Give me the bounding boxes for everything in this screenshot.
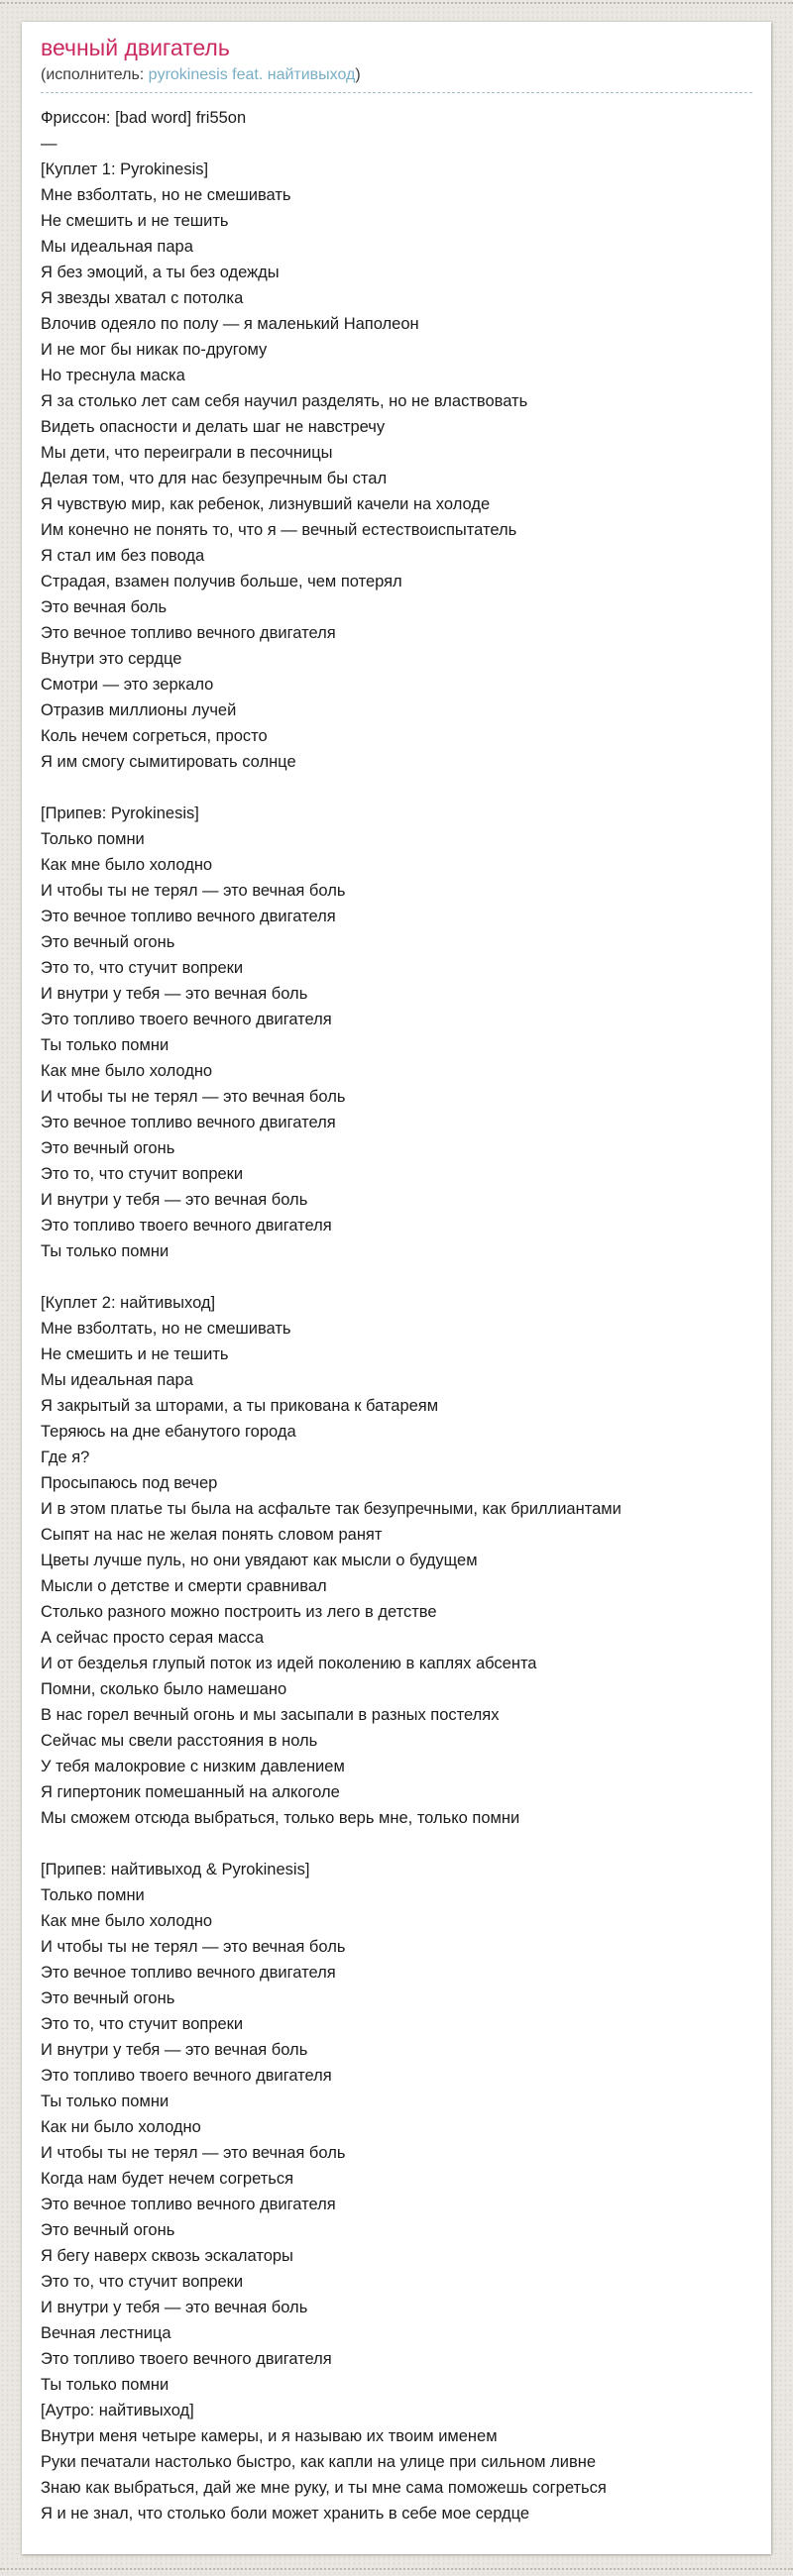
lyric-line: Это то, что стучит вопреки	[41, 2015, 244, 2033]
blank-line	[41, 1831, 752, 1857]
lyric-line: Это вечное топливо вечного двигателя	[41, 1114, 336, 1131]
lyric-line: Цветы лучше пуль, но они увядают как мысли о будущем	[41, 1552, 478, 1569]
lyric-line: И не мог бы никак по-другому	[41, 341, 268, 359]
lyric-line: Это вечный огонь	[41, 1139, 175, 1157]
lyric-line: И от безделья глупый поток из идей поколению в каплях абсента	[41, 1655, 537, 1672]
artist-label-close: )	[355, 66, 361, 83]
lyric-line: Мне взболтать, но не смешивать	[41, 1320, 291, 1338]
lyric-line: Видеть опасности и делать шаг не навстречу	[41, 418, 386, 436]
blank-line	[41, 1264, 752, 1290]
lyric-line: Я им смогу сымитировать солнце	[41, 753, 296, 771]
lyric-line: Я и не знал, что столько боли может хранить в себе мое сердце	[41, 2505, 530, 2522]
lyric-line: Это вечная боль	[41, 598, 168, 616]
lyrics-text	[41, 105, 752, 2526]
lyric-line: Как мне было холодно	[41, 856, 213, 874]
artist-line	[41, 64, 752, 85]
lyric-line: А сейчас просто серая масса	[41, 1629, 265, 1647]
lyric-line: Мы идеальная пара	[41, 1371, 193, 1389]
lyric-line: Фриссон: [bad word] fri55on	[41, 109, 247, 127]
lyric-line: Теряюсь на дне ебанутого города	[41, 1423, 296, 1441]
lyric-line: Им конечно не понять то, что я — вечный естествоиспытатель	[41, 521, 517, 539]
lyric-line: Это вечный огонь	[41, 2221, 175, 2239]
artist-link[interactable]: pyrokinesis feat. найтивыход	[148, 66, 356, 83]
lyric-line: И внутри у тебя — это вечная боль	[41, 985, 308, 1003]
lyric-line: У тебя малокровие с низким давлением	[41, 1758, 345, 1775]
lyric-line: Где я?	[41, 1449, 90, 1466]
lyric-line: И внутри у тебя — это вечная боль	[41, 2041, 308, 2059]
lyric-line: Помни, сколько было намешано	[41, 1680, 287, 1698]
lyric-line: Я стал им без повода	[41, 547, 205, 565]
lyric-line: И чтобы ты не терял — это вечная боль	[41, 882, 346, 900]
lyric-line: И внутри у тебя — это вечная боль	[41, 2299, 308, 2316]
lyric-line: Это вечное топливо вечного двигателя	[41, 1964, 336, 1982]
lyric-line: Влочив одеяло по полу — я маленький Наполеон	[41, 315, 419, 333]
lyric-line: Коль нечем согреться, просто	[41, 727, 268, 745]
lyric-line: Страдая, взамен получив больше, чем потерял	[41, 573, 402, 590]
lyric-line: Когда нам будет нечем согреться	[41, 2170, 294, 2188]
lyric-line: Не смешить и не тешить	[41, 212, 229, 230]
song-title: вечный двигатель	[41, 35, 230, 60]
section-label: [Куплет 1: Pyrokinesis]	[41, 161, 209, 178]
lyric-line: Сыпят на нас не желая понять словом ранят	[41, 1526, 383, 1544]
lyric-line: Я за столько лет сам себя научил разделять, но не властвовать	[41, 392, 528, 410]
lyric-line: Это вечный огонь	[41, 1989, 175, 2007]
lyric-line: В нас горел вечный огонь и мы засыпали в разных постелях	[41, 1706, 500, 1724]
lyric-line: Мне взболтать, но не смешивать	[41, 186, 291, 204]
lyric-line: И чтобы ты не терял — это вечная боль	[41, 2144, 346, 2162]
lyric-line: Как ни было холодно	[41, 2118, 201, 2136]
lyric-line: Это вечный огонь	[41, 933, 175, 951]
lyric-line: Не смешить и не тешить	[41, 1345, 229, 1363]
lyrics-card	[22, 22, 771, 2554]
lyric-line: Внутри это сердце	[41, 650, 182, 668]
lyric-line: Я без эмоций, а ты без одежды	[41, 264, 280, 281]
lyric-line: Внутри меня четыре камеры, и я называю их твоим именем	[41, 2427, 498, 2445]
lyric-line: Мысли о детстве и смерти сравнивал	[41, 1577, 327, 1595]
lyric-line: Сейчас мы свели расстояния в ноль	[41, 1732, 318, 1750]
lyric-line: Ты только помни	[41, 1036, 170, 1054]
lyric-line: Только помни	[41, 830, 145, 848]
lyric-line: И в этом платье ты была на асфальте так безупречными, как бриллиантами	[41, 1500, 622, 1518]
blank-line	[41, 775, 752, 801]
lyric-line: Я бегу наверх сквозь эскалаторы	[41, 2247, 293, 2265]
lyric-line: И внутри у тебя — это вечная боль	[41, 1191, 308, 1209]
lyric-line: Я гипертоник помешанный на алкоголе	[41, 1783, 340, 1801]
lyric-line: Это вечное топливо вечного двигателя	[41, 908, 336, 925]
lyric-line: Просыпаюсь под вечер	[41, 1474, 218, 1492]
lyric-line: Но треснула маска	[41, 367, 185, 384]
lyric-line: Это топливо твоего вечного двигателя	[41, 2067, 332, 2085]
lyric-line: Я звезды хватал с потолка	[41, 289, 244, 307]
lyric-line: Я закрытый за шторами, а ты прикована к батареям	[41, 1397, 439, 1415]
lyric-line: Это топливо твоего вечного двигателя	[41, 1011, 332, 1028]
lyric-line: Это топливо твоего вечного двигателя	[41, 1217, 332, 1234]
header-separator	[41, 92, 752, 93]
top-dotted-border	[0, 2, 793, 4]
lyric-line: Это то, что стучит вопреки	[41, 1165, 244, 1183]
lyric-line: Ты только помни	[41, 2376, 170, 2394]
lyric-line: Это топливо твоего вечного двигателя	[41, 2350, 332, 2368]
lyric-line: И чтобы ты не терял — это вечная боль	[41, 1088, 346, 1106]
lyric-line: Это то, что стучит вопреки	[41, 2273, 244, 2291]
lyric-line: Вечная лестница	[41, 2324, 171, 2342]
lyric-line: Я чувствую мир, как ребенок, лизнувший качели на холоде	[41, 495, 491, 513]
lyric-line: Это вечное топливо вечного двигателя	[41, 2196, 336, 2213]
lyric-line: Столько разного можно построить из лего в детстве	[41, 1603, 437, 1621]
section-label: [Аутро: найтивыход]	[41, 2402, 194, 2419]
section-label: [Куплет 2: найтивыход]	[41, 1294, 216, 1312]
lyric-line: Мы дети, что переиграли в песочницы	[41, 444, 333, 462]
lyric-line: Ты только помни	[41, 2093, 170, 2110]
lyric-line: Мы сможем отсюда выбраться, только верь мне, только помни	[41, 1809, 520, 1827]
lyric-line: Это то, что стучит вопреки	[41, 959, 244, 977]
bottom-dotted-border	[0, 2568, 793, 2570]
lyric-line: Как мне было холодно	[41, 1912, 213, 1930]
section-label: [Припев: Pyrokinesis]	[41, 805, 199, 822]
lyric-line: Только помни	[41, 1886, 145, 1904]
lyric-line: Руки печатали настолько быстро, как капли на улице при сильном ливне	[41, 2453, 597, 2471]
lyric-line: Делая том, что для нас безупречным бы стал	[41, 470, 388, 487]
lyric-line: Как мне было холодно	[41, 1062, 213, 1080]
lyric-line: И чтобы ты не терял — это вечная боль	[41, 1938, 346, 1956]
lyric-line: Знаю как выбраться, дай же мне руку, и ты мне сама поможешь согреться	[41, 2479, 607, 2497]
lyric-line: Отразив миллионы лучей	[41, 701, 237, 719]
lyric-line: Это вечное топливо вечного двигателя	[41, 624, 336, 642]
lyric-line: —	[41, 135, 57, 153]
section-label: [Припев: найтивыход & Pyrokinesis]	[41, 1861, 310, 1878]
lyric-line: Смотри — это зеркало	[41, 676, 214, 694]
artist-label-open: (исполнитель:	[41, 66, 149, 83]
lyric-line: Мы идеальная пара	[41, 238, 193, 256]
lyric-line: Ты только помни	[41, 1242, 170, 1260]
